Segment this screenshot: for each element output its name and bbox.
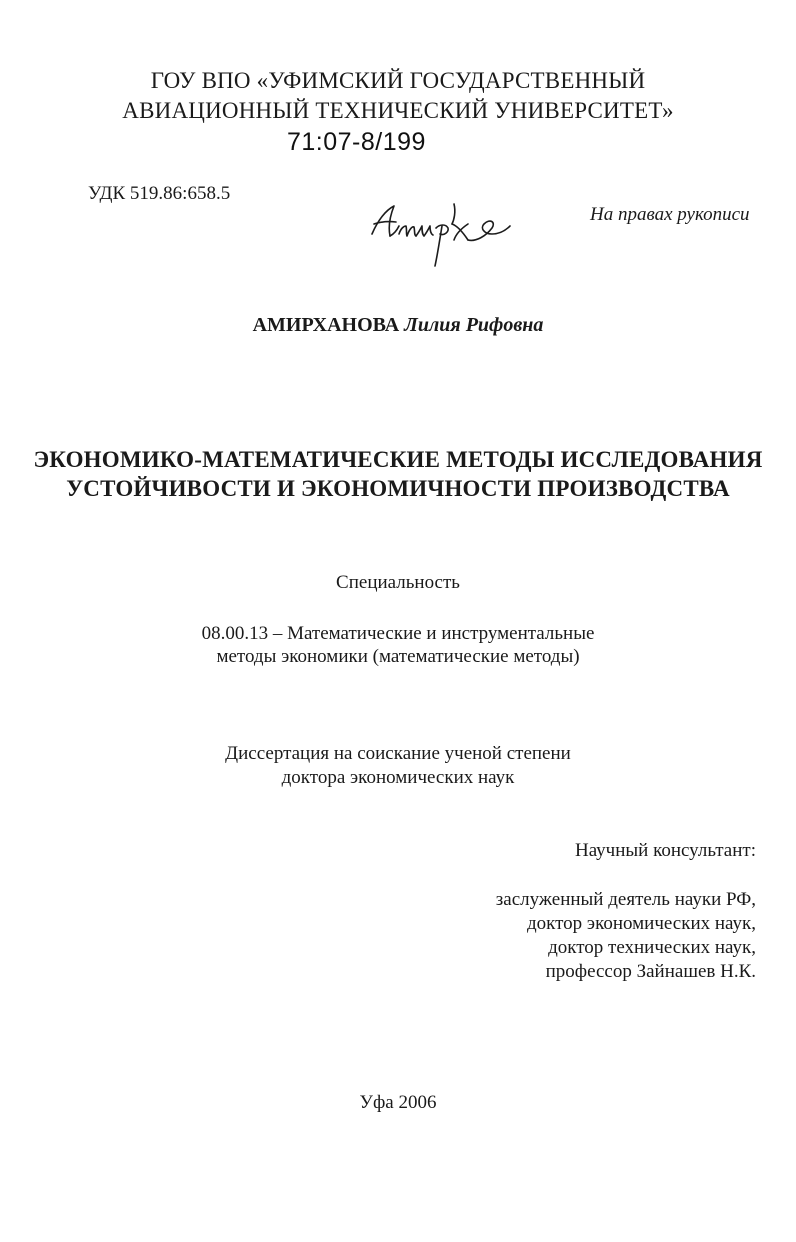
dissertation-title: [0, 445, 796, 503]
advisor-line-2: доктор экономических наук,: [526, 913, 756, 934]
archive-code: 71:07-8/199: [287, 128, 426, 156]
organization-line-2: АВИАЦИОННЫЙ ТЕХНИЧЕСКИЙ УНИВЕРСИТЕТ»: [122, 98, 674, 123]
organization-name: [0, 66, 796, 126]
specialty-line-2: методы экономики (математические методы): [216, 646, 580, 667]
specialty-label: Специальность: [336, 572, 460, 593]
advisor-line-3: доктор технических наук,: [548, 937, 756, 958]
advisor-label: Научный консультант:: [574, 840, 756, 861]
author-surname: АМИРХАНОВА: [252, 314, 400, 336]
handwritten-signature: [364, 190, 514, 272]
specialty-line-1: 08.00.13 – Математические и инструментальные: [201, 623, 595, 644]
advisor-line-1: заслуженный деятель науки РФ,: [495, 889, 756, 910]
degree-statement: [0, 742, 796, 790]
place-and-year: Уфа 2006: [359, 1092, 437, 1113]
organization-line-1: ГОУ ВПО «УФИМСКИЙ ГОСУДАРСТВЕННЫЙ: [150, 68, 646, 93]
title-line-1: ЭКОНОМИКО-МАТЕМАТИЧЕСКИЕ МЕТОДЫ ИССЛЕДОВАНИЯ: [33, 447, 763, 472]
rights-notice: На правах рукописи: [590, 204, 750, 225]
degree-line-2: доктора экономических наук: [281, 767, 515, 788]
specialty-description: [0, 622, 796, 668]
title-line-2: УСТОЙЧИВОСТИ И ЭКОНОМИЧНОСТИ ПРОИЗВОДСТВА: [66, 476, 730, 501]
author-name: [0, 314, 796, 337]
udc-code: УДК 519.86:658.5: [88, 183, 231, 204]
advisor-line-4: профессор Зайнашев Н.К.: [545, 961, 756, 982]
degree-line-1: Диссертация на соискание ученой степени: [225, 743, 571, 764]
author-given-names: Лилия Рифовна: [404, 314, 544, 336]
advisor-details: [496, 888, 756, 984]
